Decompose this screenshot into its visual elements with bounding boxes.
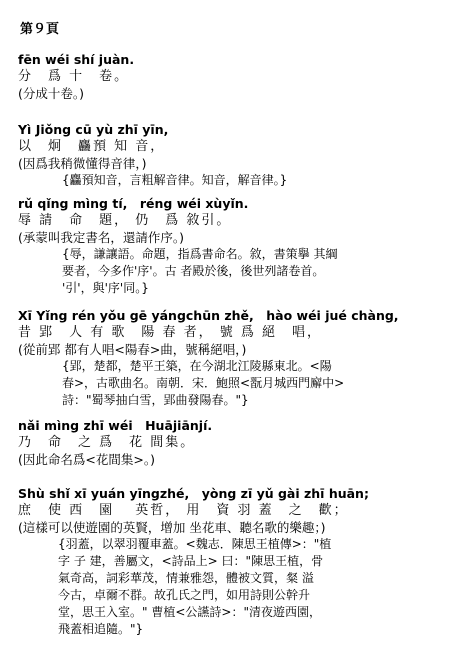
annotation-note xyxy=(62,358,432,409)
verse-section xyxy=(18,196,436,297)
pinyin-line: nǎi mìng zhī wéi Huājiānjí. xyxy=(18,418,213,433)
note-line: 今古，卓爾不群。故孔氏之門，如用詩則公幹升 xyxy=(58,588,311,602)
verse-section xyxy=(18,308,436,409)
verse-section xyxy=(18,486,436,638)
pinyin-line: Shù shǐ xī yuán yīngzhé, yòng zī yǔ gài zhī huān; xyxy=(18,486,369,501)
pinyin-line: rǔ qǐng mìng tí, réng wéi xùyǐn. xyxy=(18,196,249,211)
pinyin-line: Yì Jiǒng cū yù zhī yīn, xyxy=(18,122,169,137)
chinese-line: 乃 命 之 爲 花 間集。 xyxy=(18,435,196,450)
chinese-line: 以 炯 麤預 知 音， xyxy=(18,139,166,154)
note-line: {辱，謙讓語。命題，指爲書命名。敘，書策擧 其綱 xyxy=(62,247,338,261)
translation-line: (因爲我稍微懂得音律，) xyxy=(18,156,147,171)
translation-line: (因此命名爲<花間集>。) xyxy=(18,452,155,467)
verse-section xyxy=(18,52,436,102)
chinese-line: 昔 郢 人 有 歌 陽 春 者， 號 爲 絕 唱， xyxy=(18,325,323,340)
note-line: {郢，楚都，楚平王築，在今湖北江陵縣東北。<陽 xyxy=(62,359,332,373)
translation-line: (從前郢 都有人唱<陽春>曲，號稱絕唱，) xyxy=(18,342,247,357)
note-line: 詩："蜀琴抽白雪，郢曲發陽春。"} xyxy=(62,393,249,407)
note-line: {羽蓋，以翠羽覆車蓋。<魏志．陳思王植傳>："植 xyxy=(58,537,332,551)
note-line: 春>，古歌曲名。南朝．宋．鮑照<翫月城西門廨中> xyxy=(62,376,345,390)
note-line: 字 子 建，善屬文，<詩品上> 曰："陳思王植，骨 xyxy=(58,554,324,568)
translation-line: (分成十卷。) xyxy=(18,86,85,101)
translation-line: (這樣可以使遊園的英賢，增加 坐花車、聽名歌的樂趣；) xyxy=(18,520,326,535)
note-line: 要者，今多作'序'。古 者殿於後，後世列諸卷首。 xyxy=(62,264,325,278)
annotation-note xyxy=(58,536,438,638)
chinese-line: 庶 使 西 園 英哲， 用 資 羽 蓋 之 歡； xyxy=(18,503,349,518)
annotation-note xyxy=(62,246,432,297)
verse-section xyxy=(18,418,436,468)
chinese-line: 辱 請 命 題， 仍 爲 敘引。 xyxy=(18,213,232,228)
translation-line: (承蒙叫我定書名，還請作序。) xyxy=(18,230,185,245)
verse-section xyxy=(18,122,436,189)
note-line: {麤預知音，言粗解音律。知音，解音律。} xyxy=(62,173,288,187)
note-line: 堂，思王入室。" 曹植<公讌詩>："清夜遊西園， xyxy=(58,605,321,619)
pinyin-line: Xī Yǐng rén yǒu gē yángchūn zhě, hào wéi jué chàng, xyxy=(18,308,399,323)
pinyin-line: fēn wéi shí juàn. xyxy=(18,52,135,67)
page-label: 第９頁 xyxy=(20,22,60,37)
note-line: 氣奇高，詞彩華茂，情兼雅怨，體被文質，粲 溢 xyxy=(58,571,314,585)
note-line: '引'，與'序'同。} xyxy=(62,281,149,295)
annotation-note xyxy=(62,172,432,189)
chinese-line: 分 爲 十 卷。 xyxy=(18,69,130,84)
note-line: 飛蓋相追隨。"} xyxy=(58,622,144,636)
